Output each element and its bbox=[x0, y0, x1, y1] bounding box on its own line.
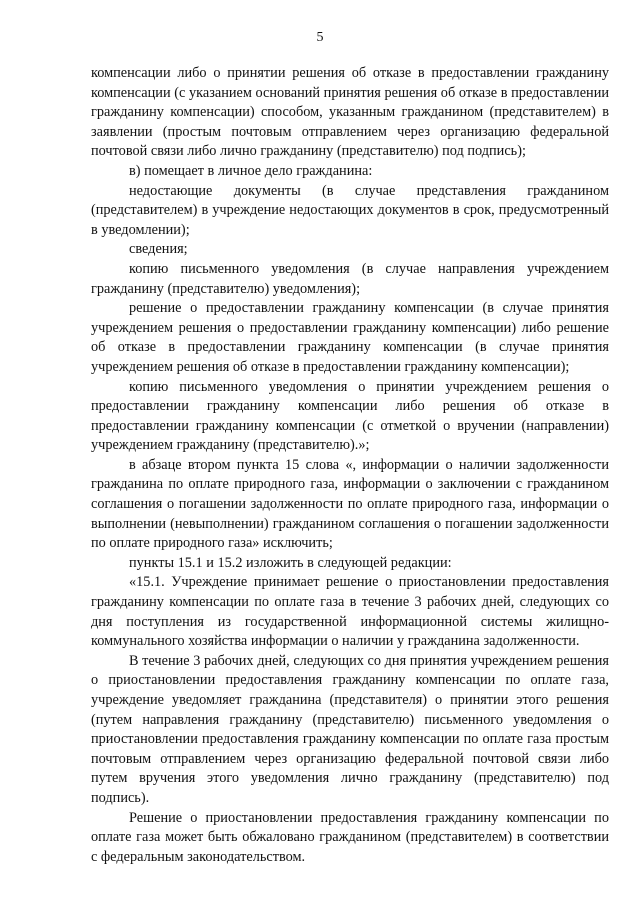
paragraph: в абзаце втором пункта 15 слова «, информации о наличии задолженности гражданина по оплате природного газа, информации о заключении с гражданином соглашения о погашении задолженности по оплате природного газа, информации о выполнении (невыполнении) гражданином соглашения о погашении задолженности по оплате природного газа» исключить; bbox=[91, 456, 609, 552]
paragraph: компенсации либо о принятии решения об отказе в предоставлении гражданину компенсации (с указанием оснований принятия решения об отказе в предоставлении гражданину компенсации) способом, указанным гражданином (представителем) в заявлении (простым почтовым отправлением через организацию федеральной почтовой связи либо лично гражданину (представителю) под подпись); bbox=[91, 65, 609, 160]
page-number: 5 bbox=[316, 30, 324, 45]
paragraph: недостающие документы (в случае представления гражданином (представителем) в учреждение недостающих документов в срок, предусмотренный в уведомлении); bbox=[91, 182, 609, 238]
paragraph: в) помещает в личное дело гражданина: bbox=[129, 162, 373, 179]
paragraph: «15.1. Учреждение принимает решение о приостановлении предоставления гражданину компенсации по оплате газа в течение 3 рабочих дней, следующих со дня поступления из государственной информационной системы жилищно-коммунального хозяйства информации о наличии у гражданина задолженности. bbox=[91, 574, 609, 650]
paragraph: В течение 3 рабочих дней, следующих со дня принятия учреждением решения о приостановлении предоставления гражданину компенсации по оплате газа, учреждение уведомляет гражданина (представителя) о принятии этого решения (путем направления гражданину (представителю) письменного уведомления о приостановлении предоставления гражданину компенсации по оплате газа простым почтовым отправлением через организацию федеральной почтовой связи либо путем вручения этого уведомления лично гражданину (представителю) под подпись). bbox=[91, 652, 609, 806]
document-body bbox=[91, 64, 609, 867]
paragraph: копию письменного уведомления о принятии учреждением решения о предоставлении гражданину компенсации либо решения об отказе в предоставлении гражданину компенсации (с отметкой о вручении (направлении) учреждением гражданину (представителю).»; bbox=[91, 378, 609, 454]
paragraph: решение о предоставлении гражданину компенсации (в случае принятия учреждением решения о предоставлении гражданину компенсации) либо решение об отказе в предоставлении гражданину компенсации (в случае принятия учреждением решения об отказе в предоставлении гражданину компенсации); bbox=[91, 300, 609, 375]
paragraph: копию письменного уведомления (в случае направления учреждением гражданину (представителю) уведомления); bbox=[91, 260, 609, 297]
paragraph: Решение о приостановлении предоставления гражданину компенсации по оплате газа может быть обжаловано гражданином (представителем) в соответствии с федеральным законодательством. bbox=[91, 809, 609, 865]
paragraph: пункты 15.1 и 15.2 изложить в следующей редакции: bbox=[129, 554, 452, 571]
paragraph: сведения; bbox=[129, 241, 188, 258]
